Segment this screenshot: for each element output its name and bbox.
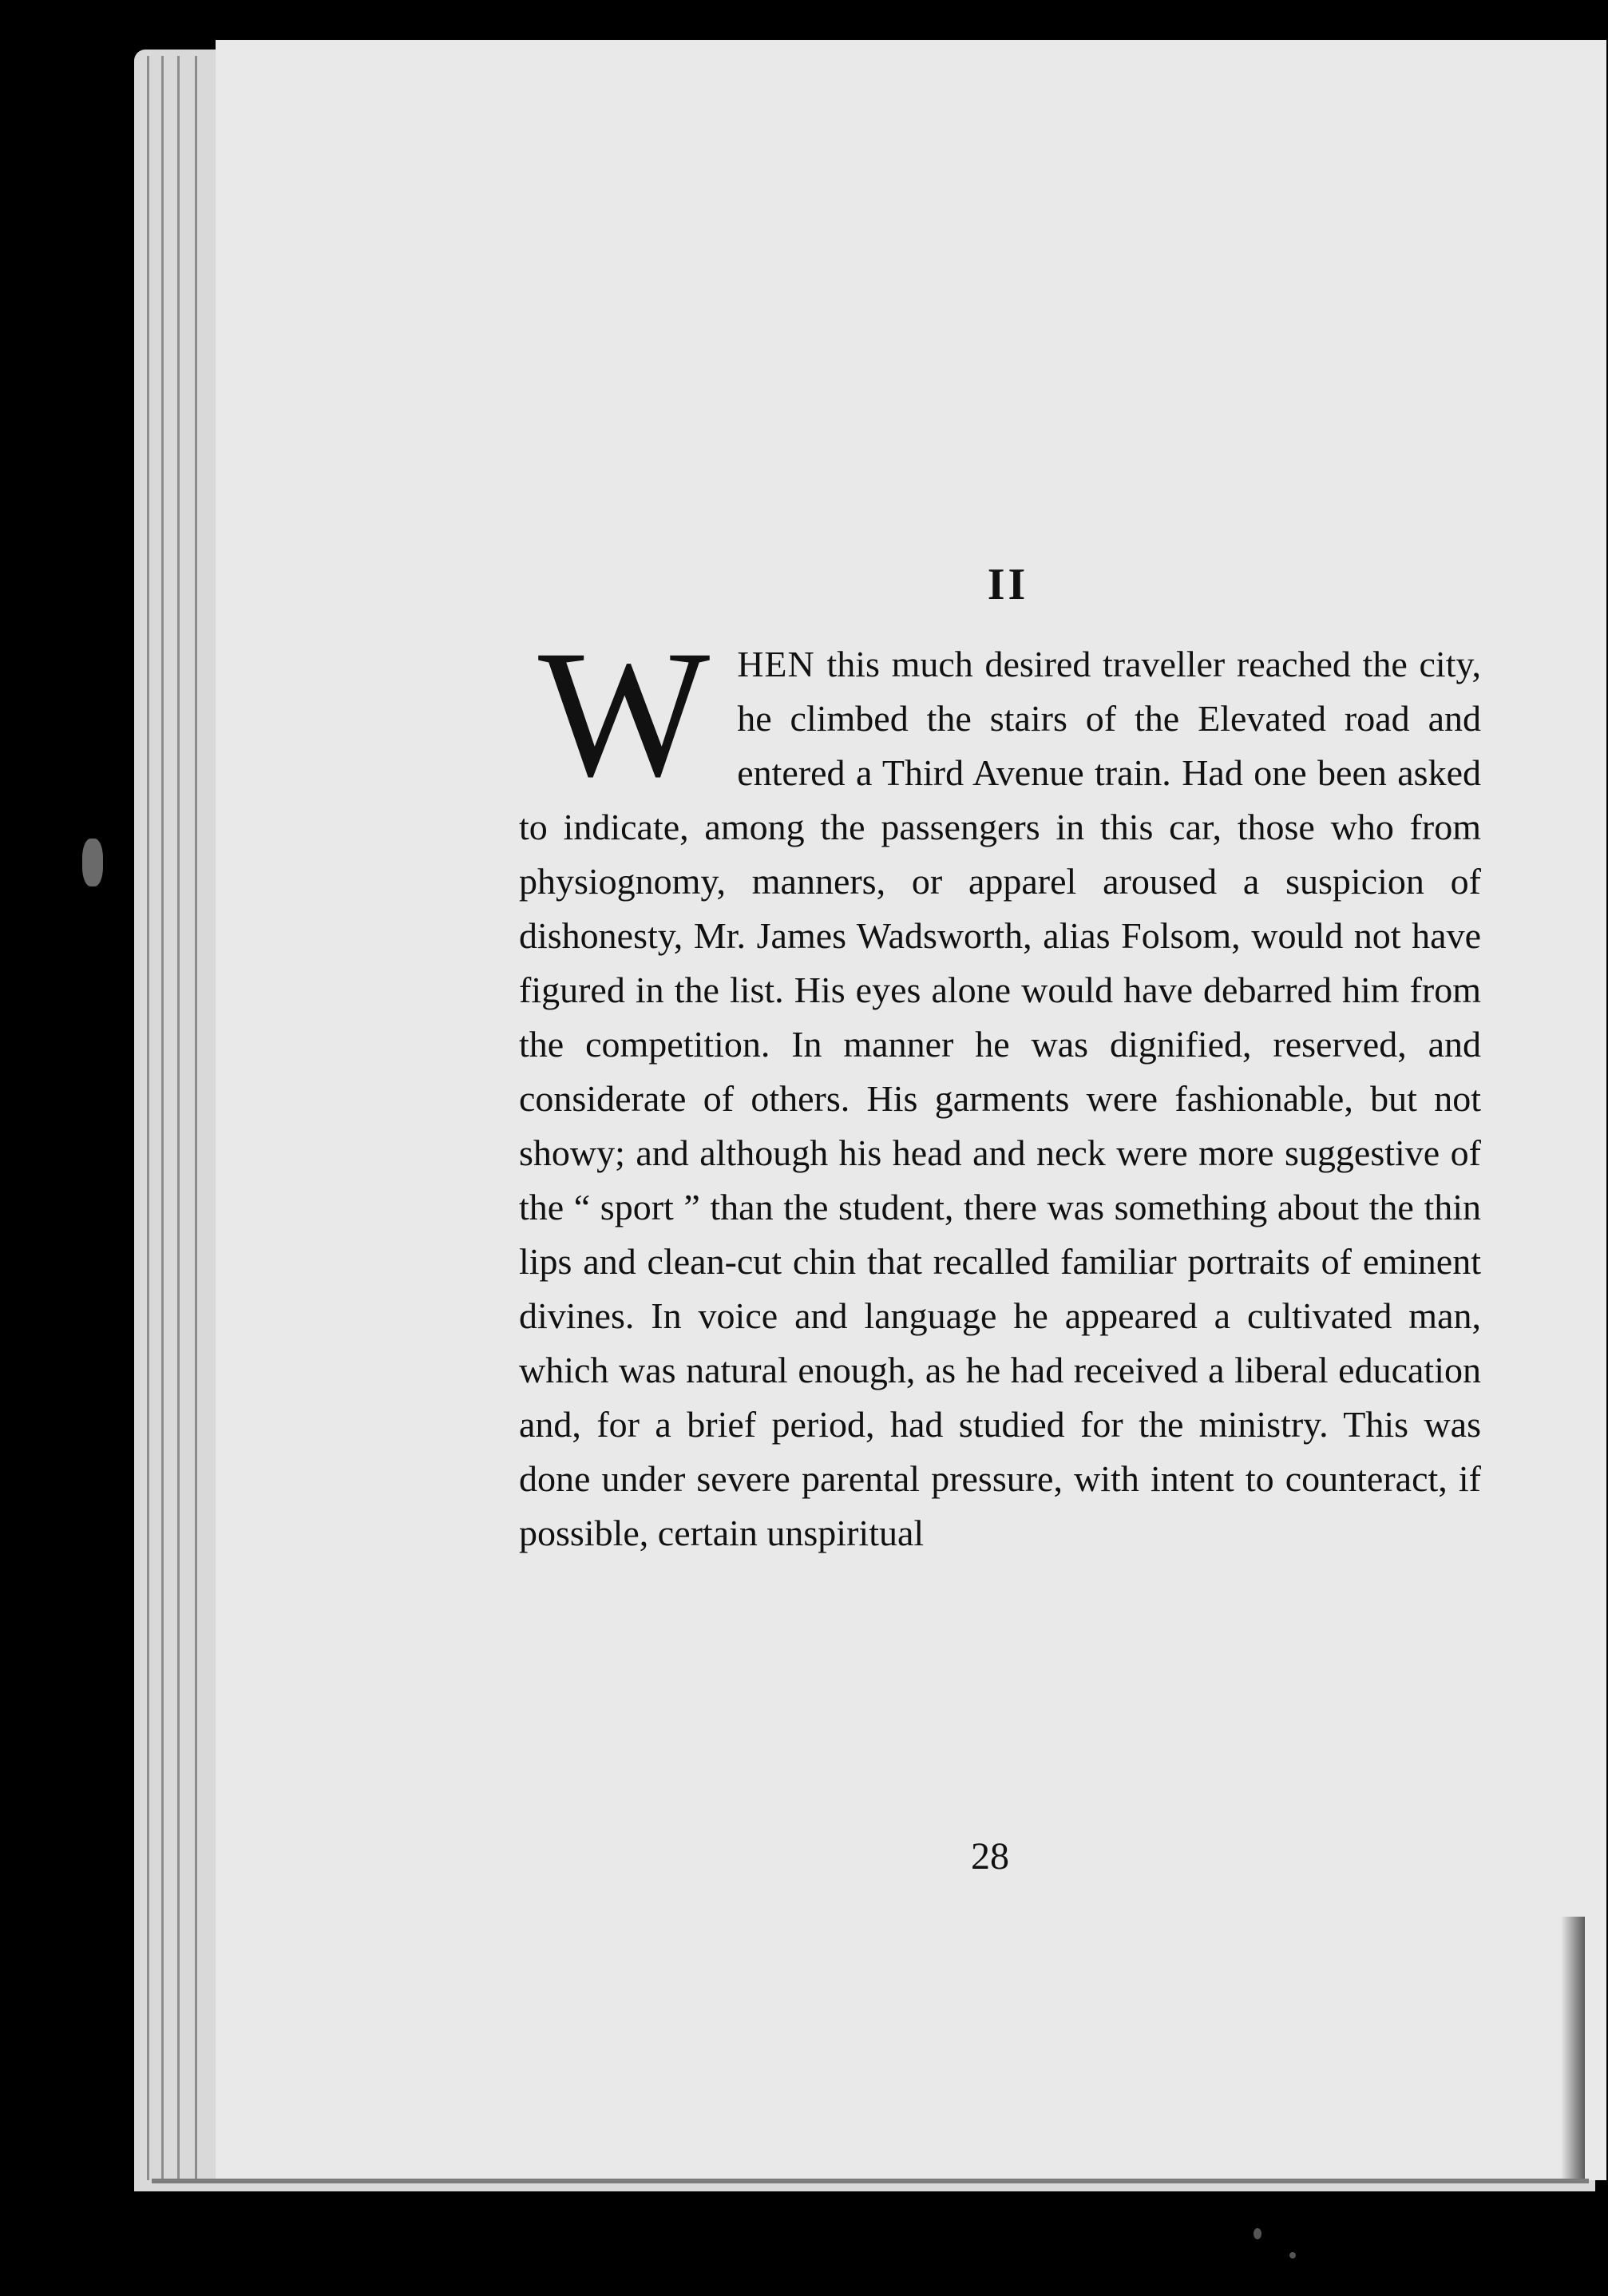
chapter-paragraph	[519, 613, 1481, 1560]
page-edge-line	[195, 56, 197, 2180]
scan-speck	[1254, 2228, 1261, 2239]
page-edge-line	[177, 56, 180, 2180]
page-edge-line	[147, 56, 149, 2180]
page-gutter-shadow	[1561, 1917, 1585, 2180]
page-bottom-edge	[152, 2179, 1589, 2183]
scan-speck	[1289, 2252, 1296, 2258]
paragraph-text: this much desired traveller reached the city, he climbed the stairs of the Elevated road and entered a Third Avenue train. Had one been asked to indicate, among the passengers in this car, those who from physiognomy, manners, or apparel aroused a suspicion of dishonesty, Mr. James Wadsworth, alias Folsom, would not have figured in the list. His eyes alone would have debarred him from the competition. In manner he was dignified, reserved, and considerate of others. His garments were fashionable, but not showy; and although his head and neck were more suggestive of the “ sport ” than the student, there was something about the thin lips and clean-cut chin that recalled familiar portraits of eminent divines. In voice and language he appeared a cultivated man, which was natural enough, as he had received a liberal education and, for a brief period, had studied for the ministry. This was done under severe parental pressure, with intent to counteract, if possible, certain unspiritual	[519, 644, 1481, 1553]
scan-speck	[82, 839, 103, 886]
page-number: 28	[971, 1835, 1009, 1878]
drop-cap: W	[538, 613, 711, 815]
first-word-rest: HEN	[737, 644, 815, 684]
page-edge-line	[161, 56, 164, 2180]
chapter-heading: II	[987, 560, 1029, 609]
chapter-text-block	[519, 559, 1481, 1560]
